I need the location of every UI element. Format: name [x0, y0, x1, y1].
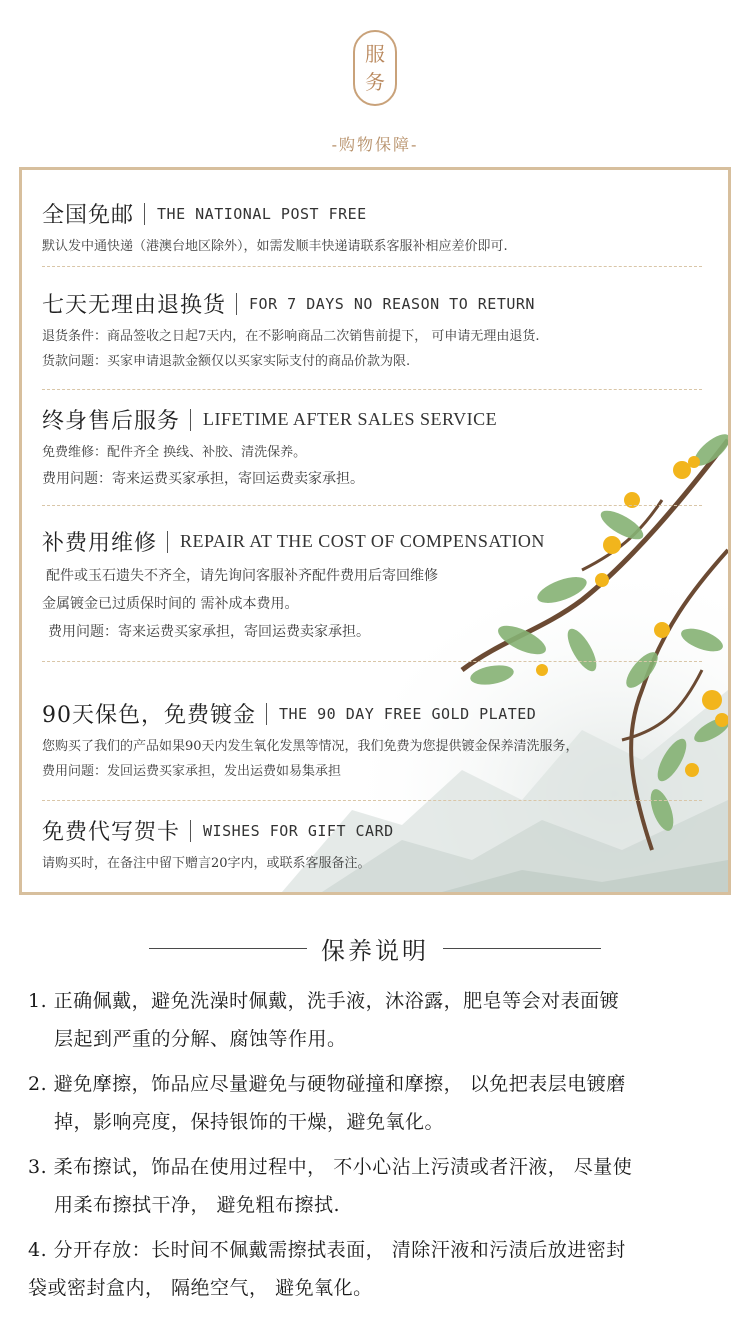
title-divider	[167, 531, 168, 553]
section-divider	[42, 389, 702, 390]
service-title	[42, 698, 708, 729]
service-title	[42, 526, 708, 557]
care-item-line: 掉，影响亮度，保持银饰的干燥，避免氧化。	[54, 1111, 445, 1133]
care-item-line: 用柔布擦拭干净， 避免粗布擦拭.	[54, 1194, 341, 1216]
service-guarantee-box	[19, 167, 731, 895]
badge-char-2: 务	[365, 70, 385, 94]
care-item	[28, 1148, 740, 1224]
care-item	[28, 1231, 740, 1307]
service-description: 货款问题：买家申请退款金额仅以买家实际支付的商品价款为限.	[42, 354, 411, 369]
header-rule-left	[149, 948, 307, 949]
service-description: 免费维修：配件齐全 换线、补胶、清洗保养。	[42, 445, 307, 460]
care-item-line: 1. 正确佩戴，避免洗澡时佩戴，洗手液，沐浴露，肥皂等会对表面镀	[28, 990, 620, 1012]
care-item-line: 2. 避免摩擦，饰品应尽量避免与硬物碰撞和摩擦， 以免把表层电镀磨	[28, 1073, 626, 1095]
service-90-day-gold-plated	[42, 698, 708, 779]
section-divider	[42, 800, 702, 801]
service-lifetime-after-sales	[42, 404, 708, 488]
service-title-en: FOR 7 DAYS NO REASON TO RETURN	[249, 294, 535, 313]
service-description: 金属镀金已过质保时间的 需补成本费用。	[42, 596, 299, 612]
service-description: 费用问题：寄来运费买家承担，寄回运费卖家承担。	[48, 624, 370, 640]
service-badge	[353, 30, 397, 106]
care-item	[28, 982, 740, 1058]
service-description: 退货条件：商品签收之日起7天内，在不影响商品二次销售前提下， 可申请无理由退货.	[42, 329, 540, 344]
care-instructions-list	[28, 982, 740, 1314]
service-description: 配件或玉石遗失不齐全，请先询问客服补齐配件费用后寄回维修	[46, 568, 438, 584]
service-description: 您购买了我们的产品如果90天内发生氧化发黑等情况，我们免费为您提供镀金保养清洗服务，	[42, 739, 579, 754]
service-title-zh: 七天无理由退换货	[42, 293, 227, 318]
care-item-line: 层起到严重的分解、腐蚀等作用。	[54, 1028, 347, 1050]
service-title-zh: 全国免邮	[42, 203, 135, 228]
care-item-line: 3. 柔布擦试，饰品在使用过程中， 不小心沾上污渍或者汗液， 尽量使	[28, 1156, 633, 1178]
service-title	[42, 404, 708, 435]
service-gift-card	[42, 815, 708, 871]
section-divider	[42, 266, 702, 267]
service-description: 默认发中通快递（港澳台地区除外），如需发顺丰快递请联系客服补相应差价即可.	[42, 239, 508, 254]
service-title-en: WISHES FOR GIFT CARD	[203, 821, 394, 840]
title-divider	[190, 409, 191, 431]
header-rule-right	[443, 948, 601, 949]
service-title-zh: 90天保色，免费镀金	[42, 703, 256, 728]
service-title	[42, 815, 708, 846]
title-divider	[190, 820, 191, 842]
service-title-zh: 补费用维修	[42, 531, 158, 556]
service-title-zh: 免费代写贺卡	[42, 820, 181, 845]
service-title-en: REPAIR AT THE COST OF COMPENSATION	[180, 531, 545, 551]
service-title	[42, 288, 708, 319]
service-description: 费用问题：寄来运费买家承担，寄回运费卖家承担。	[42, 471, 364, 487]
service-title-zh: 终身售后服务	[42, 409, 181, 434]
shopping-guarantee-subtitle: -购物保障-	[331, 135, 419, 154]
service-national-post-free	[42, 198, 708, 254]
title-divider	[144, 203, 145, 225]
care-instructions-title: 保养说明	[321, 936, 429, 965]
care-item-line: 袋或密封盒内， 隔绝空气， 避免氧化。	[28, 1277, 373, 1299]
service-seven-day-return	[42, 288, 708, 369]
title-divider	[236, 293, 237, 315]
service-description: 请购买时，在备注中留下赠言20字内，或联系客服备注。	[42, 856, 371, 871]
service-title-en: THE NATIONAL POST FREE	[157, 204, 367, 223]
section-divider	[42, 661, 702, 662]
title-divider	[266, 703, 267, 725]
service-title	[42, 198, 708, 229]
badge-char-1: 服	[365, 42, 385, 66]
care-item-line: 4. 分开存放：长时间不佩戴需擦拭表面， 清除汗液和污渍后放进密封	[28, 1239, 626, 1261]
section-divider	[42, 505, 702, 506]
service-title-en: LIFETIME AFTER SALES SERVICE	[203, 409, 498, 429]
care-instructions-header	[0, 928, 750, 968]
service-title-en: THE 90 DAY FREE GOLD PLATED	[279, 704, 537, 723]
service-description: 费用问题：发回运费买家承担，发出运费如易集承担	[42, 764, 342, 779]
service-repair-compensation	[42, 526, 708, 641]
care-item	[28, 1065, 740, 1141]
